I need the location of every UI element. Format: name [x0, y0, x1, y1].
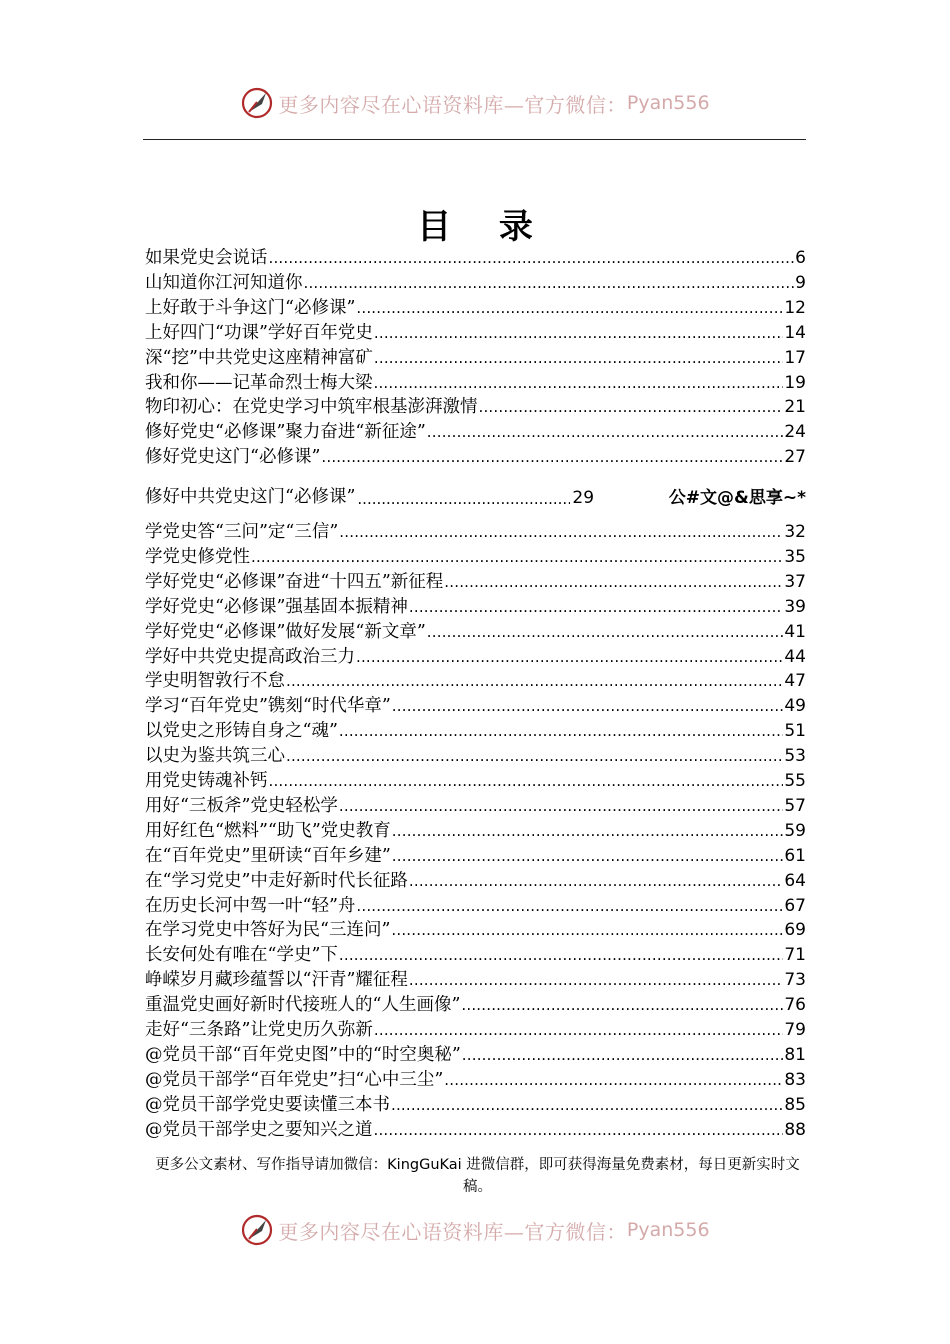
toc-entry-title: 在学习党史中答好为民“三连问” — [145, 920, 391, 941]
toc-entry-page: 44 — [784, 646, 806, 667]
toc-entry-title: @党员干部学党史要读懂三本书 — [145, 1094, 390, 1115]
toc-leader-dots — [444, 1068, 783, 1092]
toc-entry[interactable] — [145, 296, 806, 320]
toc-leader-dots — [339, 794, 783, 818]
toc-entry[interactable] — [145, 719, 806, 743]
toc-leader-dots — [321, 445, 783, 469]
toc-leader-dots — [427, 620, 784, 644]
watermark-tag: 公#文@&思享~* — [668, 488, 806, 508]
header-banner-text: 更多内容尽在心语资料库—官方微信： — [278, 92, 627, 117]
toc-entry-page: 51 — [784, 721, 806, 742]
toc-entry-page: 35 — [784, 546, 806, 567]
toc-entry-title: 用党史铸魂补钙 — [145, 771, 268, 791]
toc-entry-page: 73 — [784, 970, 806, 991]
toc-entry-title: 以史为鉴共筑三心 — [145, 746, 285, 767]
header-divider — [143, 139, 806, 140]
toc-entry[interactable] — [145, 1068, 806, 1092]
toc-entry-page: 39 — [784, 596, 806, 617]
toc-entry-title: 学习“百年党史”镌刻“时代华章” — [145, 696, 391, 717]
toc-entry[interactable] — [145, 570, 806, 594]
toc-entry-page: 37 — [784, 571, 806, 592]
toc-entry[interactable] — [145, 918, 806, 942]
toc-entry-title: 我和你——记革命烈士梅大梁 — [145, 372, 373, 393]
toc-entry-page: 12 — [784, 297, 806, 318]
toc-leader-dots — [392, 694, 784, 718]
toc-leader-dots — [269, 769, 784, 793]
toc-entry[interactable] — [145, 595, 806, 619]
toc-entry[interactable] — [145, 645, 806, 669]
toc-leader-dots — [356, 894, 783, 918]
toc-entry[interactable] — [145, 669, 806, 693]
toc-entry-title: 如果党史会说话 — [145, 248, 268, 268]
toc-leader-dots — [374, 321, 783, 345]
toc-entry-page: 29 — [572, 488, 595, 508]
toc-leader-dots — [461, 993, 783, 1017]
toc-entry-title: 修好党史这门“必修课” — [145, 447, 321, 468]
toc-entry-title: 学好党史“必修课”做好发展“新文章” — [145, 621, 426, 642]
toc-entry-title: 用好红色“燃料”“助飞”党史教育 — [145, 820, 391, 841]
toc-entry-page: 53 — [784, 746, 806, 767]
toc-leader-dots — [374, 1018, 783, 1042]
toc-entry[interactable] — [145, 395, 806, 419]
toc-entry-page: 19 — [784, 372, 806, 393]
toc-entry-title: 深“挖”中共党史这座精神富矿 — [145, 347, 373, 368]
toc-entry-page: 64 — [784, 870, 806, 891]
toc-entry[interactable] — [145, 694, 806, 718]
footer-banner-id: Pyan556 — [626, 1219, 710, 1241]
toc-entry[interactable] — [145, 1093, 806, 1117]
toc-leader-dots — [251, 545, 783, 569]
toc-entry-page: 76 — [784, 995, 806, 1016]
toc-entry-page: 67 — [784, 895, 806, 916]
toc-leader-dots — [356, 296, 783, 320]
toc-entry[interactable] — [145, 346, 806, 370]
toc-entry-title: 学好党史“必修课”强基固本振精神 — [145, 596, 408, 617]
toc-entry-page: 61 — [784, 845, 806, 866]
toc-entry-page: 32 — [784, 522, 806, 542]
toc-leader-dots — [444, 570, 783, 594]
toc-entry[interactable] — [145, 371, 806, 395]
toc-entry-page: 69 — [784, 920, 806, 941]
toc-leader-dots — [427, 420, 784, 444]
page-title: 目 录 — [417, 207, 551, 247]
toc-entry[interactable] — [145, 869, 806, 893]
toc-entry-page: 9 — [795, 272, 806, 293]
toc-entry-page: 57 — [784, 795, 806, 816]
toc-entry-title: 学党史答“三问”定“三信” — [145, 522, 339, 542]
toc-leader-dots — [479, 395, 784, 419]
toc-leader-dots — [391, 918, 783, 942]
toc-leader-dots — [409, 869, 783, 893]
toc-entry[interactable] — [145, 520, 806, 544]
toc-entry[interactable] — [145, 1018, 806, 1042]
toc-entry[interactable] — [145, 420, 806, 444]
quill-logo-icon — [240, 86, 274, 120]
toc-entry-page: 85 — [784, 1094, 806, 1115]
toc-entry-title: 在“学习党史”中走好新时代长征路 — [145, 870, 408, 891]
toc-entry-page: 47 — [784, 671, 806, 692]
toc-leader-dots — [391, 1093, 783, 1117]
toc-leader-dots — [374, 1118, 784, 1142]
toc-leader-dots — [339, 943, 783, 967]
toc-entry-title: 学好中共党史提高政治三力 — [145, 646, 355, 667]
toc-entry[interactable] — [145, 993, 806, 1017]
toc-entry-title: @党员干部学“百年党史”扫“心中三尘” — [145, 1069, 444, 1090]
toc-entry[interactable] — [145, 1043, 806, 1067]
toc-entry-page: 83 — [784, 1069, 806, 1090]
toc-entry-title: 以党史之形铸自身之“魂” — [145, 721, 338, 742]
toc-leader-dots — [409, 595, 783, 619]
toc-entry-page: 27 — [784, 447, 806, 468]
toc-leader-dots — [374, 346, 783, 370]
toc-entry[interactable] — [145, 968, 806, 992]
toc-entry[interactable] — [145, 744, 806, 768]
toc-leader-dots — [374, 371, 784, 395]
toc-entry[interactable] — [145, 769, 806, 793]
toc-entry[interactable] — [145, 894, 806, 918]
footer-banner — [0, 1210, 950, 1250]
toc-leader-dots — [286, 669, 783, 693]
toc-entry-page: 24 — [784, 422, 806, 443]
header-banner-id: Pyan556 — [626, 92, 710, 114]
toc-entry-page: 6 — [795, 248, 806, 268]
toc-entry-title: 峥嵘岁月藏珍蕴誓以“汗青”耀征程 — [145, 970, 408, 991]
toc-entry[interactable] — [145, 271, 806, 295]
toc-leader-dots — [357, 490, 570, 508]
toc-entry-title: 山知道你江河知道你 — [145, 272, 303, 293]
toc-leader-dots — [286, 744, 783, 768]
toc-entry[interactable] — [145, 943, 806, 967]
toc-leader-dots — [409, 968, 783, 992]
toc-entry-page: 55 — [784, 771, 806, 791]
toc-entry-title: 学史明智敦行不怠 — [145, 671, 285, 692]
toc-leader-dots — [392, 844, 784, 868]
toc-special-entry[interactable] — [145, 482, 806, 508]
toc-entry[interactable] — [145, 1118, 806, 1142]
toc-entry-page: 81 — [784, 1044, 806, 1065]
toc-leader-dots — [269, 246, 795, 270]
toc-leader-dots — [462, 1043, 784, 1067]
toc-entry-page: 17 — [784, 347, 806, 368]
toc-leader-dots — [392, 819, 784, 843]
footer-note: 更多公文素材、写作指导请加微信：KingGuKai 进微信群，即可获得海量免费素材，每日更新实时文稿。 — [155, 1157, 800, 1195]
toc-entry-title: 物印初心：在党史学习中筑牢根基澎湃激情 — [145, 397, 478, 418]
toc-entry-title: 修好中共党史这门“必修课” — [145, 487, 356, 507]
toc-entry-page: 79 — [784, 1020, 806, 1040]
toc-entry-page: 59 — [784, 820, 806, 841]
footer-banner-text: 更多内容尽在心语资料库—官方微信： — [278, 1219, 627, 1244]
toc-entry-title: 在“百年党史”里研读“百年乡建” — [145, 845, 391, 866]
toc-entry-title: 学党史修党性 — [145, 546, 250, 567]
toc-leader-dots — [356, 645, 783, 669]
quill-logo-icon — [240, 1213, 274, 1247]
toc-entry-title: @党员干部“百年党史图”中的“时空奥秘” — [145, 1044, 461, 1065]
toc-entry-page: 14 — [784, 322, 806, 343]
toc-entry[interactable] — [145, 844, 806, 868]
toc-entry-title: 走好“三条路”让党史历久弥新 — [145, 1020, 373, 1040]
toc-entry-title: 重温党史画好新时代接班人的“人生画像” — [145, 995, 461, 1016]
toc-entry-title: 在历史长河中驾一叶“轻”舟 — [145, 895, 356, 916]
toc-entry[interactable] — [145, 819, 806, 843]
toc-entry-title: 修好党史“必修课”聚力奋进“新征途” — [145, 422, 426, 443]
toc-entry-page: 71 — [784, 945, 806, 966]
header-banner — [0, 83, 950, 123]
toc-entry[interactable] — [145, 445, 806, 469]
toc-leader-dots — [304, 271, 795, 295]
toc-entry-page: 49 — [784, 696, 806, 717]
toc-entry-title: 上好四门“功课”学好百年党史 — [145, 322, 373, 343]
toc-entry[interactable] — [145, 321, 806, 345]
toc-entry[interactable] — [145, 620, 806, 644]
toc-entry-page: 41 — [784, 621, 806, 642]
toc-entry-page: 88 — [784, 1119, 806, 1140]
toc-leader-dots — [339, 719, 783, 743]
toc-entry-title: 上好敢于斗争这门“必修课” — [145, 297, 356, 318]
toc-entry[interactable] — [145, 545, 806, 569]
toc-entry-title: 用好“三板斧”党史轻松学 — [145, 795, 338, 816]
toc-entry[interactable] — [145, 246, 806, 270]
toc-entry[interactable] — [145, 794, 806, 818]
toc-entry-title: 长安何处有唯在“学史”下 — [145, 945, 338, 966]
toc-entry-page: 21 — [784, 397, 806, 418]
toc-entry-title: @党员干部学史之要知兴之道 — [145, 1119, 373, 1140]
toc-entry-title: 学好党史“必修课”奋进“十四五”新征程 — [145, 571, 444, 592]
toc-leader-dots — [339, 520, 783, 544]
